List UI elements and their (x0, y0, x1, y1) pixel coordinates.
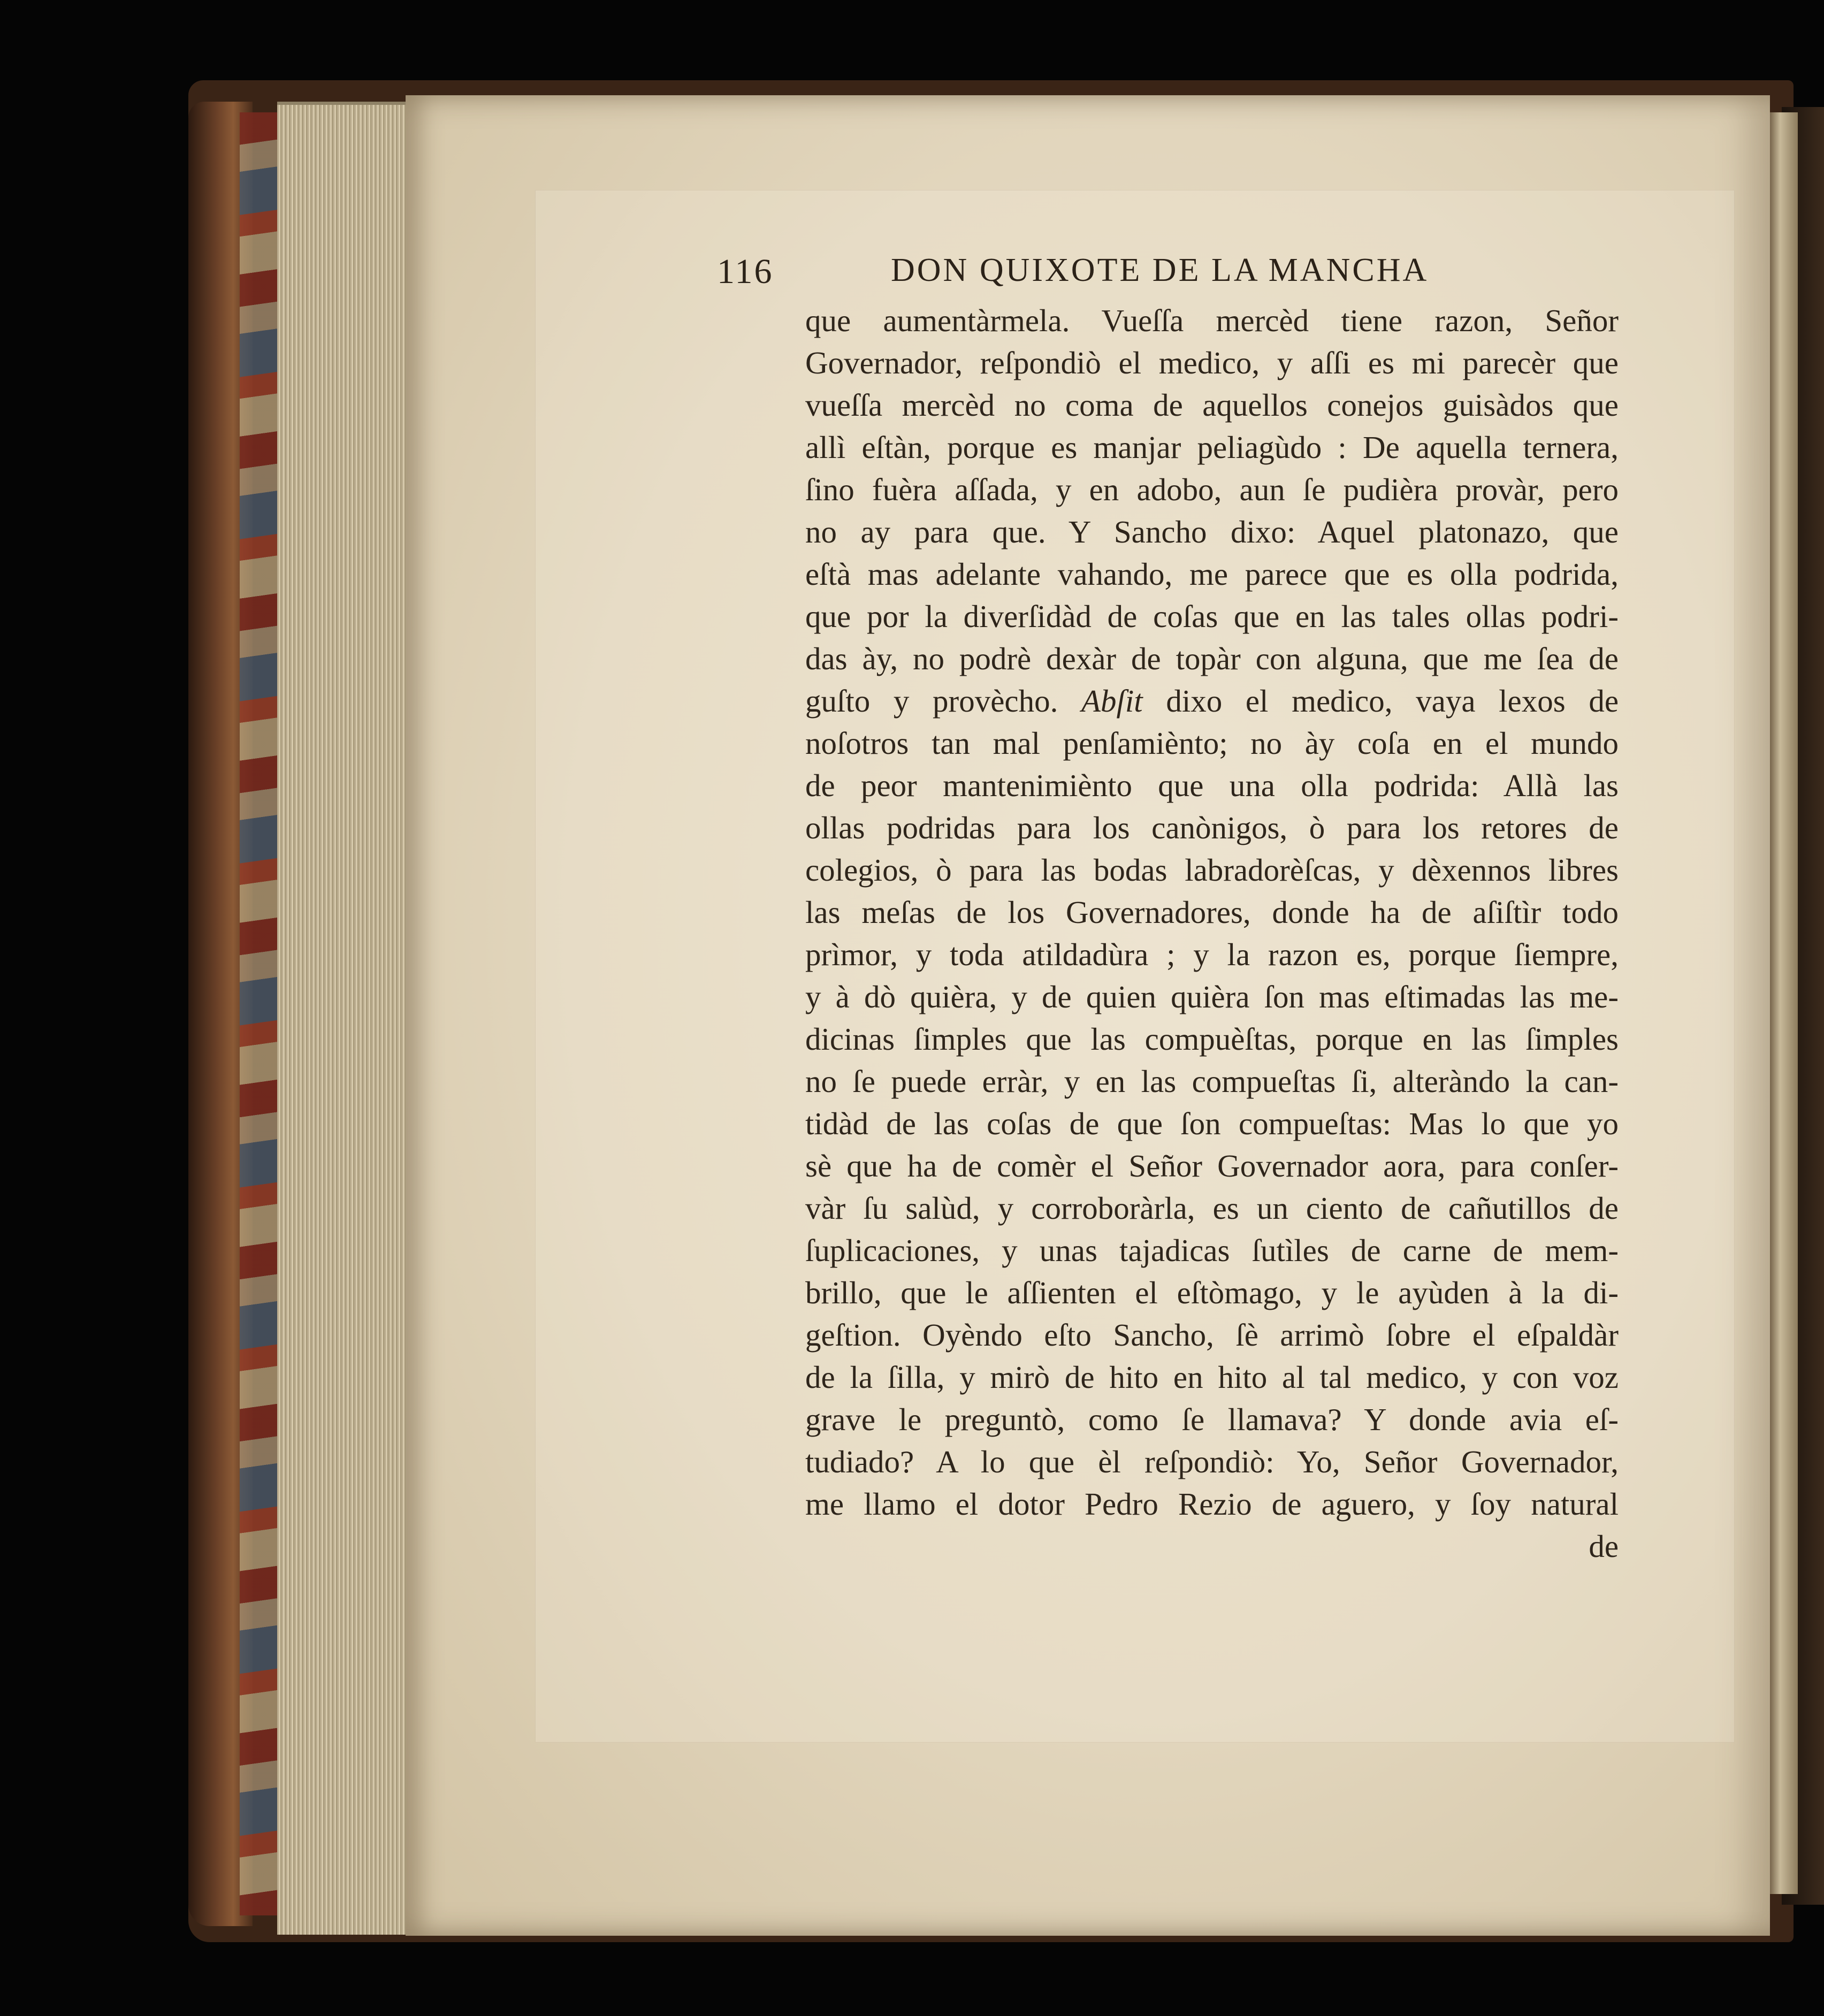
text-line: tidàd de las coſas de que ſon compueſtas: Mas lo que yo (805, 1106, 1619, 1141)
text-line: geſtion. Oyèndo eſto Sancho, ſè arrimò ſobre el eſpaldàr (805, 1317, 1619, 1353)
marbled-edge (240, 112, 281, 1915)
facing-page-edge (1768, 112, 1798, 1894)
text-line: allì eſtàn, porque es manjar peliagùdo : De aquella ternera, (805, 430, 1619, 465)
page-block-edge (277, 102, 406, 1935)
running-title: DON QUIXOTE DE LA MANCHA (891, 252, 1429, 288)
body-text (805, 300, 1619, 1568)
text-line: no ay para que. Y Sancho dixo: Aquel platonazo, que (805, 514, 1619, 549)
text-line: me llamo el dotor Pedro Rezio de aguero, y ſoy natural (805, 1486, 1619, 1522)
text-line: colegios, ò para las bodas labradorèſcas, y dèxennos libres (805, 852, 1619, 888)
text-line: y à dò quièra, y de quien quièra ſon mas eſtimadas las me- (805, 979, 1619, 1014)
text-line: tudiado? A lo que èl reſpondiò: Yo, Señor Governador, (805, 1444, 1619, 1479)
text-line: de peor mantenimiènto que una olla podrida: Allà las (805, 768, 1619, 803)
text-line: ollas podridas para los canònigos, ò para los retores de (805, 810, 1619, 845)
text-line: ſuplicaciones, y unas tajadicas ſutìles de carne de mem- (805, 1233, 1619, 1268)
text-line: eſtà mas adelante vahando, me parece que es olla podrida, (805, 556, 1619, 592)
text-line: brillo, que le aſſienten el eſtòmago, y le ayùden à la di- (805, 1275, 1619, 1310)
catchword: de (1589, 1529, 1619, 1564)
text-line: grave le preguntò, como ſe llamava? Y donde avia eſ- (805, 1402, 1619, 1437)
text-line: prìmor, y toda atildadùra ; y la razon es, porque ſiempre, (805, 937, 1619, 972)
text-line: noſotros tan mal penſamiènto; no ày coſa en el mundo (805, 726, 1619, 761)
text-segment: dixo el medico, vaya lexos de (1166, 683, 1619, 719)
text-line: sè que ha de comèr el Señor Governador aora, para conſer- (805, 1148, 1619, 1183)
text-line: que por la diverſidàd de coſas que en las tales ollas podri- (805, 599, 1619, 634)
latin-italic: Abſit (1081, 683, 1143, 719)
text-segment: guſto y provècho. (805, 683, 1058, 719)
text-line: que aumentàrmela. Vueſſa mercèd tiene razon, Señor (805, 303, 1619, 338)
text-line: las meſas de los Governadores, donde ha de aſiſtìr todo (805, 895, 1619, 930)
text-line: vueſſa mercèd no coma de aquellos conejos guisàdos que (805, 387, 1619, 423)
page-number: 116 (717, 252, 774, 291)
text-line: vàr ſu salùd, y corroboràrla, es un ciento de cañutillos de (805, 1190, 1619, 1226)
text-line: no ſe puede erràr, y en las compueſtas ſi, alteràndo la can- (805, 1064, 1619, 1099)
text-line: de la ſilla, y mirò de hito en hito al tal medico, y con voz (805, 1360, 1619, 1395)
text-line: ſino fuèra aſſada, y en adobo, aun ſe pudièra provàr, pero (805, 472, 1619, 507)
text-line: dicinas ſimples que las compuèſtas, porque en las ſimples (805, 1021, 1619, 1057)
text-line: das ày, no podrè dexàr de topàr con alguna, que me ſea de (805, 641, 1619, 676)
text-line: Governador, reſpondiò el medico, y aſſi es mi parecèr que (805, 345, 1619, 380)
text-line-mixed (805, 680, 1619, 722)
